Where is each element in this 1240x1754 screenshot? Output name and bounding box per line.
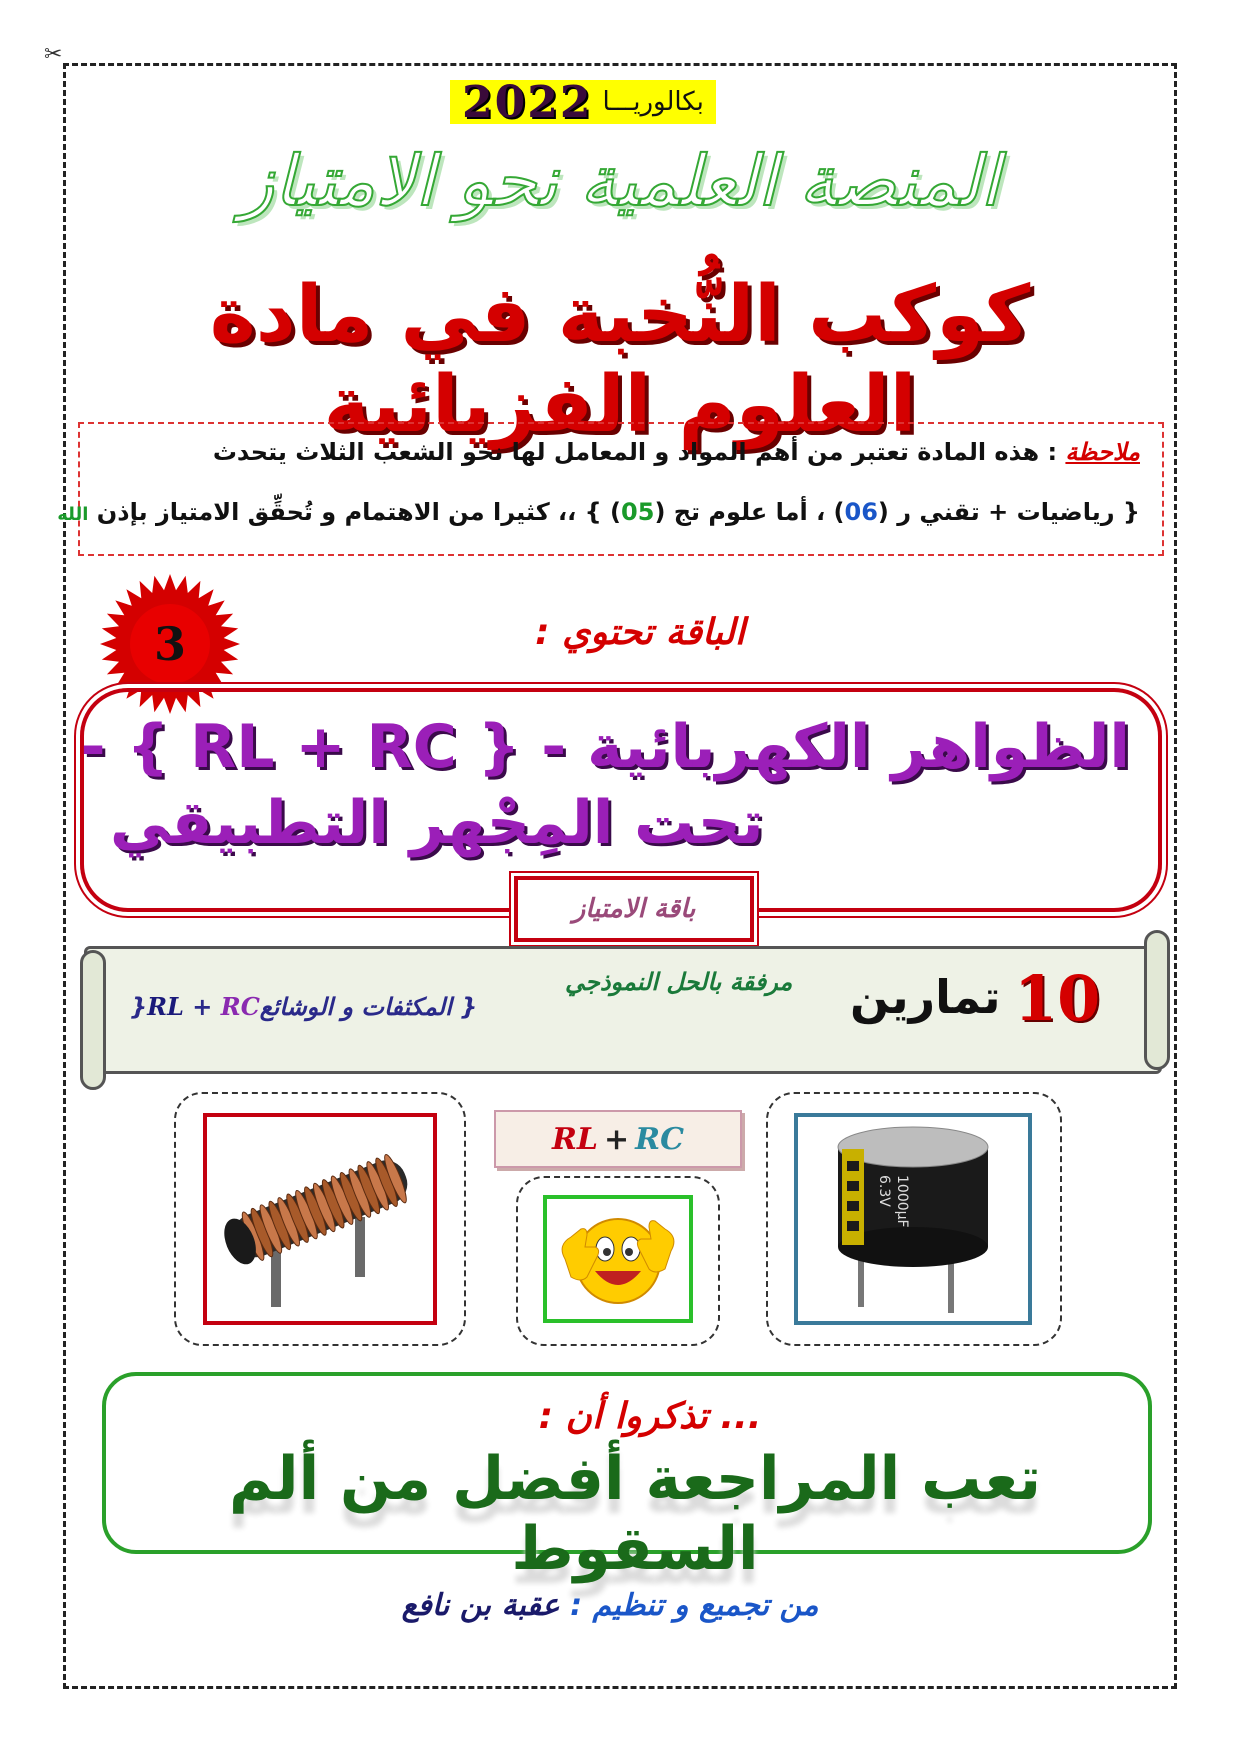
tag-rc: RC — [635, 1121, 684, 1157]
reminder-lead: ... تذكروا أن : — [538, 1396, 762, 1437]
scroll-curl-left — [80, 950, 106, 1090]
rl-rc-tag — [494, 1110, 742, 1168]
tag-rl: RL — [552, 1121, 599, 1157]
main-title: كوكب النُّخبة في مادة العلوم الفزيائية — [209, 270, 1031, 450]
platform-title: المنصة العلمية نحو الامتياز — [240, 140, 1000, 222]
package-name-label: باقة الامتياز — [514, 876, 754, 942]
coefficient-math: 06 — [844, 498, 878, 526]
note-line-2 — [57, 498, 1140, 526]
bac-year-banner — [450, 76, 716, 128]
scroll-curl-right — [1144, 930, 1170, 1070]
coefficient-science: 05 — [621, 498, 655, 526]
note-part-1: { رياضيات + تقني ر ( — [877, 498, 1140, 526]
exercise-topic-close: } — [130, 993, 148, 1021]
package-number: 3 — [153, 617, 186, 671]
topic-line-2: تحت المِجْهر التطبيقي — [110, 788, 764, 858]
thumbs-up-smiley-icon — [543, 1195, 693, 1323]
tag-plus: + — [604, 1121, 630, 1157]
note-part-2: ) ، أما علوم تج ( — [654, 498, 845, 526]
credit-name: عقبة بن نافع — [401, 1588, 560, 1623]
note-text-1: : هذه المادة تعتبر من أهم المواد و المعامل لها نحو الشعب الثلاث يتحدث — [212, 438, 1066, 466]
exercise-topic-rc: RC — [220, 992, 260, 1021]
bac-word: بكالوريـــا — [602, 87, 704, 117]
note-line-1 — [213, 438, 1140, 466]
exercise-count: 10 — [1014, 962, 1101, 1035]
exercise-word: تمارين — [850, 970, 1001, 1024]
exercise-topic-rl: RL — [147, 992, 184, 1021]
note-allah: الله — [57, 504, 89, 525]
note-box — [57, 422, 1164, 556]
package-contains-label: الباقة تحتوي : — [535, 612, 745, 653]
credit-line — [380, 1588, 840, 1623]
capacitor-value: 1000µF — [894, 1175, 910, 1228]
note-part-3: ) } ،، كثيرا من الاهتمام و تُحقِّق الامتياز بإذن — [88, 498, 622, 526]
reminder-quote: تعب المراجعة أفضل من ألم السقوط — [229, 1444, 1041, 1584]
inductor-coil-icon — [203, 1113, 437, 1325]
capacitor-voltage: 6.3V — [876, 1175, 892, 1207]
note-label: ملاحظة — [1065, 438, 1140, 466]
bac-year: 2022 — [462, 76, 593, 128]
electrolytic-capacitor-icon — [794, 1113, 1032, 1325]
exercise-topic-open: { المكثفات و الوشائع — [259, 993, 478, 1021]
credit-label: من تجميع و تنظيم : — [559, 1588, 819, 1623]
scissors-icon: ✂ — [44, 42, 63, 67]
exercise-topic — [130, 992, 477, 1021]
exercise-subtitle: مرفقة بالحل النموذجي — [565, 968, 793, 996]
topic-line-1: الظواهر الكهربائية - { RL + RC } - — [80, 712, 1130, 782]
exercise-topic-plus: + — [183, 993, 221, 1021]
